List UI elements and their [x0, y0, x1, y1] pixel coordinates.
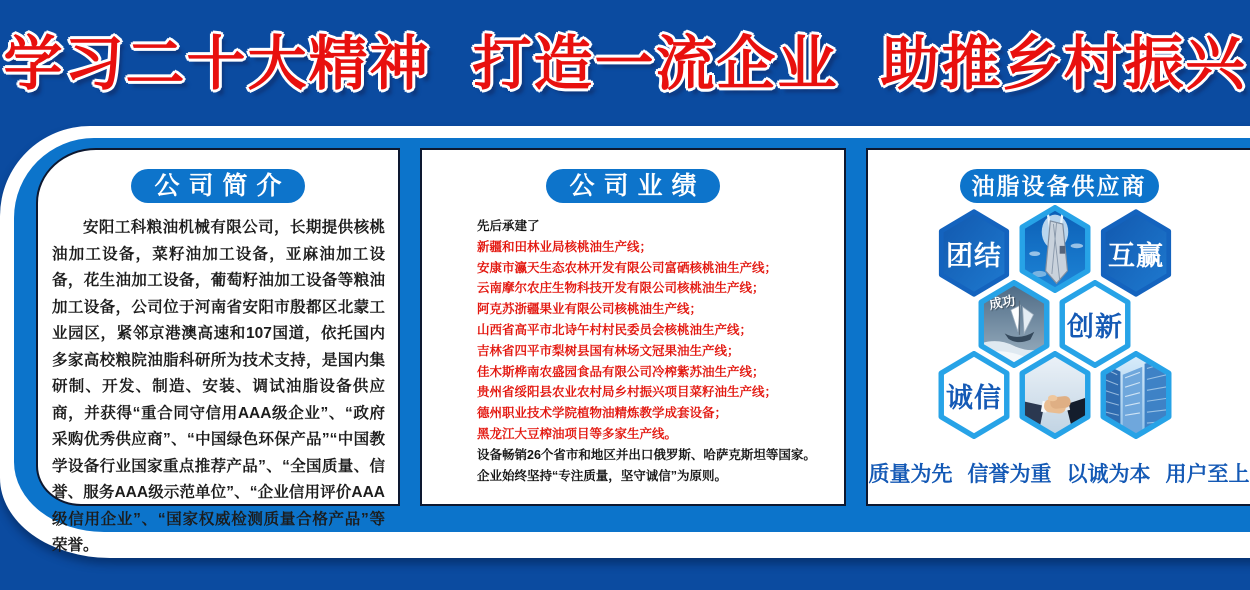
project-item: 佳木斯桦南农盛园食品有限公司冷榨紫苏油生产线； [477, 364, 765, 379]
project-item: 山西省高平市北诗午村村民委员会核桃油生产线； [477, 322, 753, 337]
supplier-slogan [868, 458, 1250, 488]
hexagon-integrity [935, 351, 1013, 439]
project-item: 云南摩尔农庄生物科技开发有限公司核桃油生产线； [477, 281, 765, 296]
company-intro-text: 安阳工科粮油机械有限公司，长期提供核桃油加工设备，菜籽油加工设备，亚麻油加工设备，花生油加工设备，葡萄籽油加工设备等粮油加工设备，公司位于河南省安阳市殷都区北蒙工业园区，紧邻京港澳高速和107国道，依托国内多家高校粮院油脂科研所为技术支持，是国内集研制、开发、制造、安装、调试油脂设备供应商，并获得“重合同守信用AAA级企业”、“政府采购优秀供应商”、“中国绿色环保产品”“中国教学设备行业国家重点推荐产品”、“全国质量、信誉、服务AAA级示范单位”、“企业信用评价AAA级信用企业”、“国家权威检测质量合格产品”等荣誉。 [52, 219, 385, 554]
headline [0, 16, 1250, 101]
city-buildings-image [1097, 351, 1175, 439]
supplier-panel [866, 148, 1250, 506]
headline-part-1: 学习二十大精神 [3, 31, 431, 97]
success-caption: 成功 [988, 292, 1017, 313]
achievements-lead: 先后承建了 [477, 219, 540, 233]
supplier-title: 油脂设备供应商 [960, 169, 1159, 203]
slogan-part: 信誉为重 [967, 463, 1052, 486]
achievements-note: 企业始终坚持“专注质量，坚守诚信”为原则。 [477, 468, 728, 483]
company-achievements-title: 公司业绩 [546, 169, 719, 203]
project-item: 贵州省绥阳县农业农村局乡村振兴项目菜籽油生产线； [477, 385, 778, 400]
slogan-part: 以诚为本 [1066, 463, 1151, 486]
project-item: 安康市瀛天生态农林开发有限公司富硒核桃油生产线； [477, 260, 778, 275]
headline-part-3: 助推乡村振兴 [880, 31, 1247, 97]
company-achievements-panel [420, 148, 846, 506]
company-intro-title: 公司简介 [131, 169, 304, 203]
content-panels [36, 148, 1250, 554]
slogan-part: 用户至上 [1165, 463, 1250, 486]
achievements-note: 设备畅销26个省市和地区并出口俄罗斯、哈萨克斯坦等国家。 [477, 447, 816, 462]
hexagon-unity-label: 团结 [946, 240, 1002, 271]
handshake-image [1016, 351, 1094, 439]
project-item: 德州职业技术学院植物油精炼教学成套设备； [477, 406, 728, 421]
project-list [477, 237, 826, 445]
hexagon-integrity-label: 诚信 [946, 382, 1002, 413]
hexagon-winwin-label: 互赢 [1108, 240, 1164, 271]
project-item: 新疆和田林业局核桃油生产线； [477, 239, 653, 254]
slogan-part: 质量为先 [868, 463, 953, 486]
project-item: 吉林省四平市梨树县国有林场文冠果油生产线； [477, 343, 740, 358]
project-item: 黑龙江大豆榨油项目等多家生产线。 [477, 426, 678, 441]
hexagon-innovate-label: 创新 [1067, 311, 1123, 342]
company-intro-panel [36, 148, 400, 554]
headline-part-2: 打造一流企业 [472, 31, 839, 97]
project-item: 阿克苏浙疆果业有限公司核桃油生产线； [477, 302, 703, 317]
